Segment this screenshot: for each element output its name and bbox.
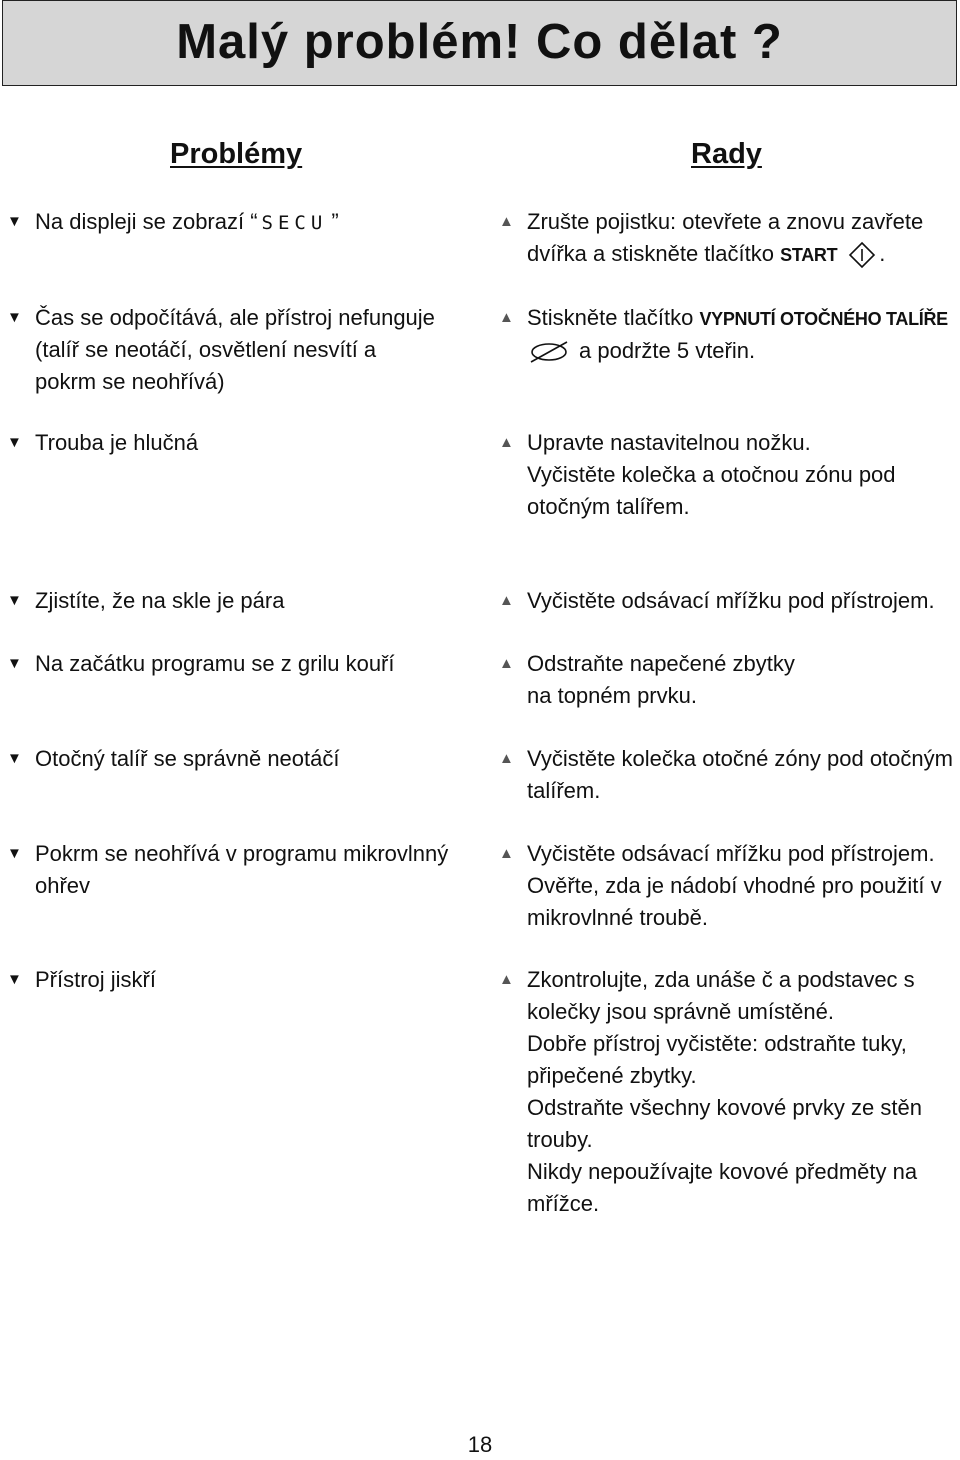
problem-line: ohřev <box>35 873 91 898</box>
problems-heading: Problémy <box>170 138 303 170</box>
up-triangle-icon: ▲ <box>499 971 514 988</box>
problem-text: Na displeji se zobrazí “ <box>35 209 258 234</box>
problem-text: ” <box>331 209 339 234</box>
problem-line: (talíř se neotáčí, osvětlení nesvítí a <box>35 337 377 362</box>
advice-line: mřížce. <box>527 1191 600 1216</box>
advice-line: Upravte nastavitelnou nožku. <box>527 430 811 455</box>
up-triangle-icon: ▲ <box>499 213 514 230</box>
problem-line: Přístroj jiskří <box>35 967 156 992</box>
problem-line: pokrm se neohřívá) <box>35 369 225 394</box>
title-bar <box>2 0 957 86</box>
advice-line <box>527 335 948 367</box>
advice-line: Ověřte, zda je nádobí vhodné pro použití v <box>527 873 942 898</box>
start-diamond-icon <box>847 240 877 270</box>
up-triangle-icon: ▲ <box>499 845 514 862</box>
advice-line <box>527 302 948 335</box>
advice-line: Vyčistěte kolečka otočné zóny pod otočným <box>527 746 953 771</box>
turntable-off-button-label: VYPNUTÍ OTOČNÉHO TALÍŘE <box>699 309 948 329</box>
up-triangle-icon: ▲ <box>499 309 514 326</box>
up-triangle-icon: ▲ <box>499 592 514 609</box>
down-triangle-icon: ▼ <box>7 845 22 862</box>
down-triangle-icon: ▼ <box>7 971 22 988</box>
advice-text: a podržte 5 vteřin. <box>579 338 756 363</box>
down-triangle-icon: ▼ <box>7 750 22 767</box>
advice-text: . <box>879 241 886 266</box>
advice-line: Zkontrolujte, zda unáše č a podstavec s <box>527 967 915 992</box>
problem-line: Otočný talíř se správně neotáčí <box>35 746 340 771</box>
advice-line: kolečky jsou správně umístěné. <box>527 999 834 1024</box>
advice-line: Nikdy nepoužívajte kovové předměty na <box>527 1159 918 1184</box>
advice-line: na topném prvku. <box>527 683 697 708</box>
problem-line: Pokrm se neohřívá v programu mikrovlnný <box>35 841 449 866</box>
secu-display-code: SECU <box>261 212 328 234</box>
problem-line: Zjistíte, že na skle je pára <box>35 588 285 613</box>
down-triangle-icon: ▼ <box>7 434 22 451</box>
down-triangle-icon: ▼ <box>7 309 22 326</box>
up-triangle-icon: ▲ <box>499 434 514 451</box>
advice-line: Odstraňte všechny kovové prvky ze stěn <box>527 1095 922 1120</box>
advice-text: dvířka a stiskněte tlačítko <box>527 241 774 266</box>
advice-text: Stiskněte tlačítko <box>527 305 694 330</box>
advice-line: Odstraňte napečené zbytky <box>527 651 795 676</box>
down-triangle-icon: ▼ <box>7 213 22 230</box>
advice-line: trouby. <box>527 1127 593 1152</box>
advice-line: Vyčistěte odsávací mřížku pod přístrojem. <box>527 841 935 866</box>
advice-line: Vyčistěte kolečka a otočnou zónu pod <box>527 462 896 487</box>
problem-line: Na začátku programu se z grilu kouří <box>35 651 395 676</box>
advice-line: talířem. <box>527 778 601 803</box>
page-number: 18 <box>467 1432 493 1457</box>
advice-line: Dobře přístroj vyčistěte: odstraňte tuky, <box>527 1031 907 1056</box>
down-triangle-icon: ▼ <box>7 592 22 609</box>
turntable-off-icon <box>527 339 571 365</box>
problem-line <box>35 206 339 239</box>
up-triangle-icon: ▲ <box>499 655 514 672</box>
up-triangle-icon: ▲ <box>499 750 514 767</box>
problem-line: Trouba je hlučná <box>35 430 199 455</box>
advice-line: mikrovlnné troubě. <box>527 905 708 930</box>
advice-heading: Rady <box>691 138 762 170</box>
advice-line: Vyčistěte odsávací mřížku pod přístrojem. <box>527 588 935 613</box>
page-title: Malý problém! Co dělat ? <box>176 15 783 69</box>
advice-line: Zrušte pojistku: otevřete a znovu zavřete <box>527 209 924 234</box>
start-button-label: START <box>780 245 838 265</box>
advice-line: připečené zbytky. <box>527 1063 697 1088</box>
problem-line: Čas se odpočítává, ale přístroj nefunguje <box>35 305 435 330</box>
down-triangle-icon: ▼ <box>7 655 22 672</box>
advice-line: otočným talířem. <box>527 494 690 519</box>
advice-line <box>527 238 923 271</box>
